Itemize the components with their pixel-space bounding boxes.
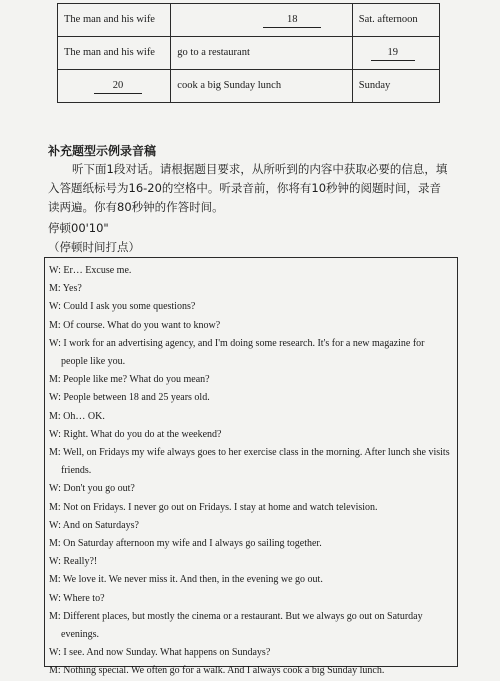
section-heading: 补充题型示例录音稿 bbox=[48, 144, 157, 158]
dialogue-line: M: Different places, but mostly the cinema or a restaurant. But we always go out on Saturday bbox=[49, 610, 423, 622]
dialogue-line-continuation: friends. bbox=[61, 465, 92, 477]
table-cell-activity: go to a restaurant bbox=[171, 37, 352, 70]
table-cell-time: Sunday bbox=[352, 70, 439, 103]
dialogue-line: W: Don't you go out? bbox=[49, 483, 135, 495]
dialogue-line: M: Yes? bbox=[49, 283, 82, 295]
dialogue-line: W: Right. What do you do at the weekend? bbox=[49, 428, 222, 440]
table-cell-activity: cook a big Sunday lunch bbox=[171, 70, 352, 103]
schedule-table bbox=[57, 3, 440, 103]
answer-blank-18: 18 bbox=[263, 13, 321, 28]
dialogue-line: W: I see. And now Sunday. What happens on Sundays? bbox=[49, 647, 271, 659]
dialogue-line: W: Could I ask you some questions? bbox=[49, 301, 196, 313]
dialogue-line: W: I work for an advertising agency, and I'm doing some research. It's for a new magazine for bbox=[49, 337, 425, 349]
dialogue-line: W: Where to? bbox=[49, 592, 105, 604]
table-row bbox=[58, 4, 440, 37]
answer-blank-20: 20 bbox=[94, 79, 142, 94]
table-row bbox=[58, 70, 440, 103]
dialogue-line: M: Oh… OK. bbox=[49, 410, 105, 422]
answer-blank-19: 19 bbox=[371, 46, 415, 61]
dialogue-line: M: Well, on Fridays my wife always goes to her exercise class in the morning. After lunch she visits bbox=[49, 447, 450, 459]
dialogue-line: M: Nothing special. We often go for a walk. And I always cook a big Sunday lunch. bbox=[49, 665, 385, 677]
dialogue-line: M: Not on Fridays. I never go out on Fridays. I stay at home and watch television. bbox=[49, 501, 378, 513]
dialogue-line-continuation: evenings. bbox=[61, 629, 100, 641]
dialogue-line: W: And on Saturdays? bbox=[49, 519, 139, 531]
dialogue-transcript bbox=[44, 257, 458, 677]
dialogue-line: W: Er… Excuse me. bbox=[49, 265, 132, 276]
dialogue-line: M: People like me? What do you mean? bbox=[49, 374, 210, 386]
table-cell-time: Sat. afternoon bbox=[352, 4, 439, 37]
dialogue-line: W: Really?! bbox=[49, 556, 98, 568]
table-cell-who: The man and his wife bbox=[58, 37, 171, 70]
table-cell-time bbox=[352, 37, 439, 70]
dialogue-line: M: We love it. We never miss it. And then, in the evening we go out. bbox=[49, 574, 323, 586]
table-cell-activity bbox=[171, 4, 352, 37]
dialogue-line: W: People between 18 and 25 years old. bbox=[49, 392, 210, 404]
dialogue-line-continuation: people like you. bbox=[61, 356, 126, 368]
instructions: 听下面1段对话。请根据题目要求，从所听到的内容中获取必要的信息，填入答题纸标号为16-20的空格中。听录音前，你将有10秒钟的阅题时间，录音读两遍。你有80秒钟的作答时间。 bbox=[48, 162, 448, 214]
dialogue-line: M: On Saturday afternoon my wife and I always go sailing together. bbox=[49, 538, 322, 550]
pause-label: 停顿00'10" bbox=[48, 221, 109, 235]
table-cell-who bbox=[58, 70, 171, 103]
table-row bbox=[58, 37, 440, 70]
dialogue-line: M: Of course. What do you want to know? bbox=[49, 319, 221, 331]
pause-note: （停顿时间打点） bbox=[48, 240, 140, 254]
table-cell-who: The man and his wife bbox=[58, 4, 171, 37]
